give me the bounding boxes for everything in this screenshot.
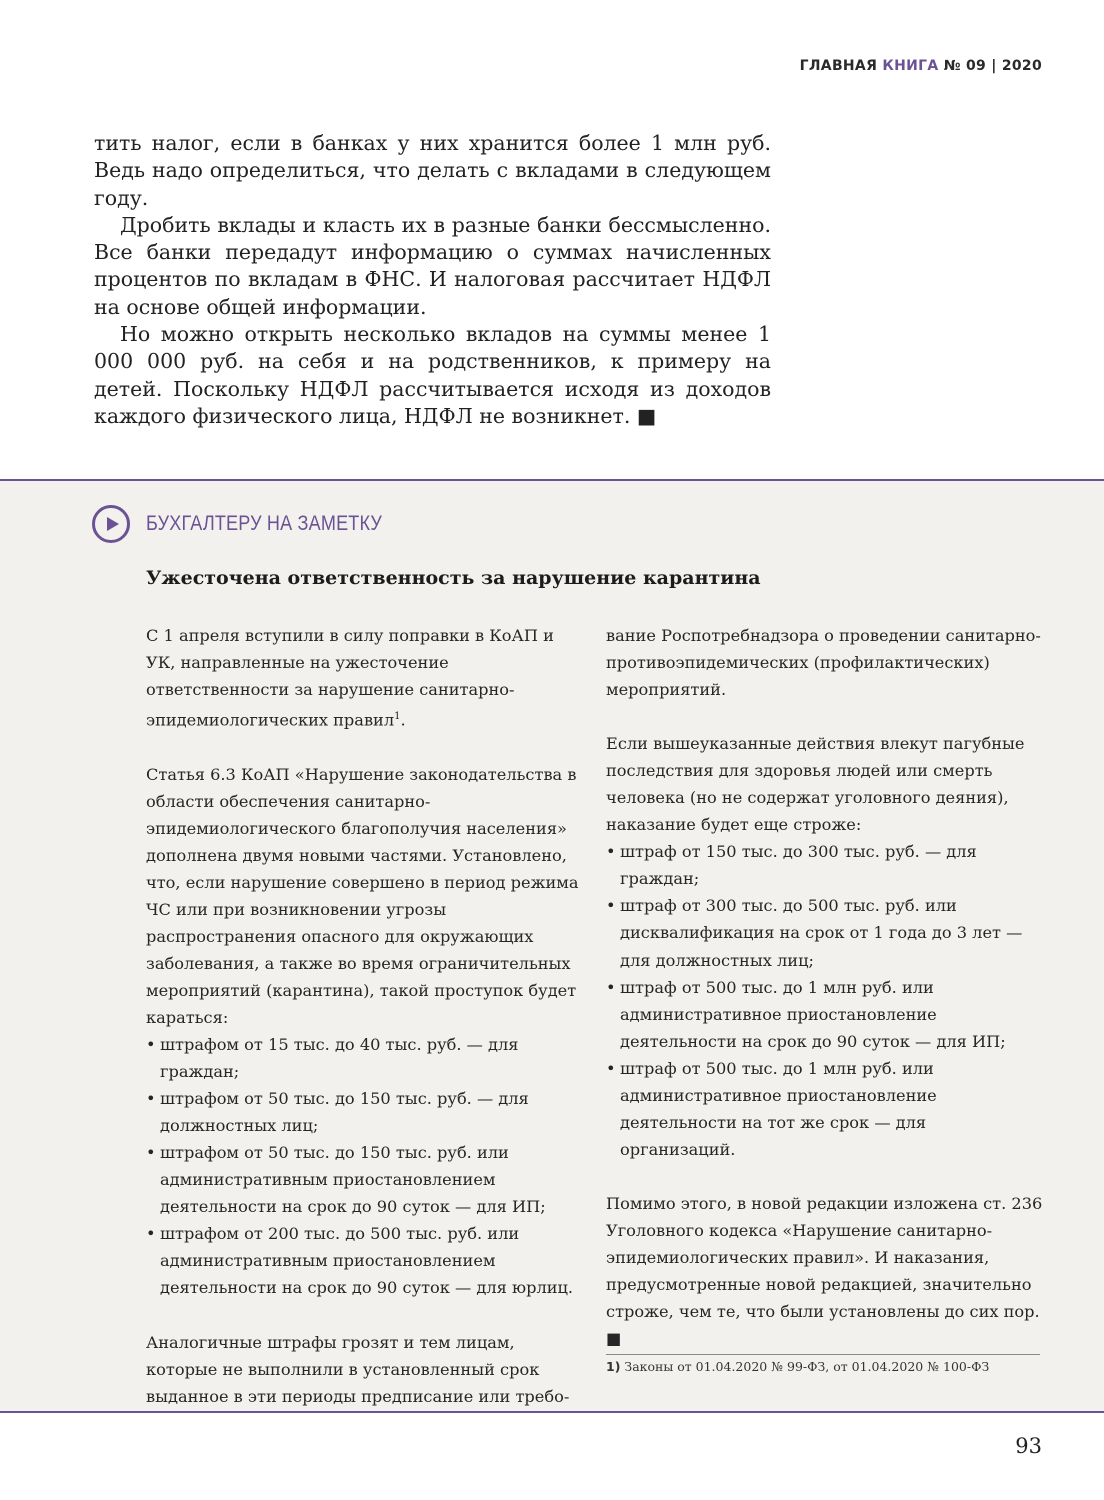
paragraph: вание Роспотребнадзора о проведении санитарно-противоэпидемических (профилактических) мероприятий. (606, 626, 1041, 700)
intro-paragraph: тить налог, если в банках у них хранится более 1 млн руб. Ведь надо определиться, что делать с вкладами в следующем году. (94, 131, 771, 210)
footnote-number: 1) (606, 1359, 621, 1374)
section-label: БУХГАЛТЕРУ НА ЗАМЕТКУ (146, 512, 383, 535)
paragraph: Помимо этого, в новой редакции изложена ст. 236 Уголовного кодекса «Нарушение санитарно-эпидемиологических правил». И наказания, предусмотренные новой редакцией, значительно строже, чем те, что были установлены до сих пор. ■ (606, 1193, 1043, 1349)
list-item: • штрафом от 50 тыс. до 150 тыс. руб. или административным приостановлением деятельности на срок до 90 суток — для ИП; (146, 1139, 586, 1220)
intro-paragraph: Но можно открыть несколько вкладов на суммы менее 1 000 000 руб. на себя и на родственников, к примеру на детей. Поскольку НДФЛ рассчитывается исходя из доходов каждого физического лица, НДФЛ не возникнет. ■ (94, 322, 771, 428)
header-title-accent: КНИГА (882, 58, 939, 74)
magazine-header (800, 58, 1042, 74)
paragraph: Аналогичные штрафы грозят и тем лицам, которые не выполнили в установленный срок выданное в эти периоды предписание или требо- (146, 1332, 570, 1406)
box-title: Ужесточена ответственность за нарушение карантина (146, 567, 761, 589)
list-item: • штраф от 500 тыс. до 1 млн руб. или административное приостановление деятельности на срок до 90 суток — для ИП; (606, 974, 1046, 1055)
list-item: • штрафом от 15 тыс. до 40 тыс. руб. — для граждан; (146, 1031, 586, 1085)
page-number: 93 (1015, 1434, 1042, 1458)
paragraph (146, 622, 586, 734)
footnote-text: Законы от 01.04.2020 № 99-ФЗ, от 01.04.2020 № 100-ФЗ (624, 1359, 990, 1374)
paragraph-text: С 1 апреля вступили в силу поправки в КоАП и УК, направленные на ужесточение ответственности за нарушение санитарно-эпидемиологических правил (146, 626, 554, 730)
penalty-list (606, 838, 1046, 1163)
paragraph-end: . (400, 710, 406, 730)
right-column (606, 622, 1046, 1352)
penalty-list (146, 1031, 586, 1301)
list-item: • штрафом от 200 тыс. до 500 тыс. руб. или административным приостановлением деятельности на срок до 90 суток — для юрлиц. (146, 1220, 586, 1301)
header-issue: № 09 | 2020 (943, 58, 1042, 74)
footnote-ref: 1 (394, 711, 401, 723)
paragraph: Статья 6.3 КоАП «Нарушение законодательства в области обеспечения санитарно-эпидемиологического благополучия населения» дополнена двумя новыми частями. Установлено, что, если нарушение совершено в период режима ЧС или при возникновении угрозы распространения опасного для окружающих заболевания, а также во время ограничительных мероприятий (карантина), такой проступок будет караться: (146, 764, 579, 1027)
list-item: • штраф от 500 тыс. до 1 млн руб. или административное приостановление деятельности на тот же срок — для организаций. (606, 1055, 1046, 1163)
list-item: • штраф от 300 тыс. до 500 тыс. руб. или дисквалификация на срок от 1 года до 3 лет — для должностных лиц; (606, 892, 1046, 973)
play-circle-icon (92, 505, 130, 543)
footnote-divider (606, 1354, 1040, 1355)
list-item: • штраф от 150 тыс. до 300 тыс. руб. — для граждан; (606, 838, 1046, 892)
intro-paragraph: Дробить вклады и класть их в разные банки бессмысленно. Все банки передадут информацию о суммах начисленных процентов по вкладам в ФНС. И налоговая рассчитает НДФЛ на основе общей информации. (94, 212, 771, 319)
header-title: ГЛАВНАЯ (799, 58, 878, 74)
paragraph: Если вышеуказанные действия влекут пагубные последствия для здоровья людей или смерть человека (но не содержат уголовного деяния), наказание будет еще строже: (606, 734, 1025, 835)
intro-text (94, 130, 771, 430)
list-item: • штрафом от 50 тыс. до 150 тыс. руб. — для должностных лиц; (146, 1085, 586, 1139)
footnote (606, 1359, 989, 1374)
left-column (146, 622, 586, 1410)
